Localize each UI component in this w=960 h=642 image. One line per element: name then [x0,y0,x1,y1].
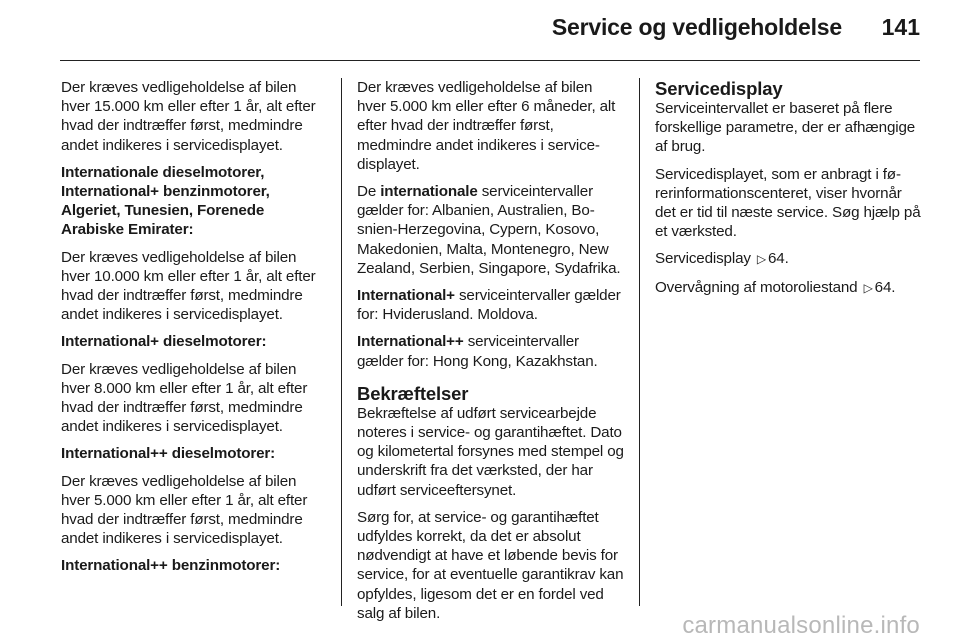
column-divider [341,78,342,606]
bold-term: International+ [357,287,455,305]
column-middle [357,78,625,631]
section-title: Bekræftelser [357,382,469,404]
paragraph: Der kræves vedligeholdelse af bilen hver 8.000 km eller efter 1 år, alt efter hvad der indtræffer først, medmindre andet indikeres i servicedisplayet. [61,360,308,436]
paragraph: International+ serviceintervaller gælder for: Hviderusland. Moldova. [357,287,621,324]
page-ref-arrow-icon: ▷ [756,252,766,267]
watermark: carmanualsonline.info [682,612,920,639]
header-divider [60,60,920,61]
page-header [0,0,960,60]
subheading: Internationale dieselmotorer, International+ benzinmotorer, Algeriet, Tunesien, Forenede Arabiske Emirater: [61,163,270,239]
column-left [61,78,327,584]
paragraph: De internationale serviceintervaller gælder for: Albanien, Australien, Bosnien-Herzegovina, Cypern, Kosovo, Makedonien, Malta, Montenegro, New Zealand, Serbien, Singapore, Sydafrika. [357,183,621,277]
section-title: Servicedisplay [655,78,783,99]
column-divider [639,78,640,606]
page-number: 141 [881,14,920,40]
subheading: International+ dieselmotorer: [61,333,267,351]
bold-term: International++ [357,333,464,351]
bold-term: internationale [380,183,478,201]
paragraph: Der kræves vedligeholdelse af bilen hver 5.000 km eller efter 1 år, alt efter hvad der indtræffer først, medmindre andet indikeres i servicedisplayet. [61,472,308,548]
paragraph: Der kræves vedligeholdelse af bilen hver 5.000 km eller efter 6 måneder, alt efter hvad der indtræffer først, medmindre andet indikeres i servicedisplayet. [357,79,616,173]
cross-reference[interactable]: Servicedisplay ▷ 64. [655,249,923,269]
subheading: International++ dieselmotorer: [61,445,276,463]
paragraph: Sørg for, at service- og garantihæftet udfyldes korrekt, da det er absolut nødvendigt at have et løbende bevis for service, for at eventuelle garantikrav kan opfyldes, ligesom det er en fordel ved salg af bilen. [357,508,624,622]
subheading: International++ benzinmotorer: [61,557,281,575]
paragraph: Der kræves vedligeholdelse af bilen hver 15.000 km eller efter 1 år, alt efter hvad der indtræffer først, medmindre andet indikeres i servicedisplayet. [61,79,316,154]
paragraph: Servicedisplayet, som er anbragt i førerinformationscenteret, viser hvornår det er tid til næste service. Søg hjælp på et værksted. [655,165,921,241]
paragraph: Serviceintervallet er baseret på flere forskellige parametre, der er afhængige af brug. [655,100,916,156]
paragraph: International++ serviceintervaller gælder for: Hong Kong, Kazakhstan. [357,333,598,370]
cross-reference[interactable]: Overvågning af motoroliestand ▷ 64. [655,278,923,298]
page-title: Service og vedligeholdelse [551,14,842,40]
paragraph: Der kræves vedligeholdelse af bilen hver 10.000 km eller efter 1 år, alt efter hvad der indtræffer først, medmindre andet indikeres i servicedisplayet. [61,248,316,324]
page-ref-arrow-icon: ▷ [863,280,873,295]
paragraph: Bekræftelse af udført servicearbejde noteres i service- og garantihæftet. Dato og kilometertal forsynes med stempel og underskrift fra det værksted, der har udført serviceeftersynet. [357,404,624,499]
column-right [655,78,923,306]
